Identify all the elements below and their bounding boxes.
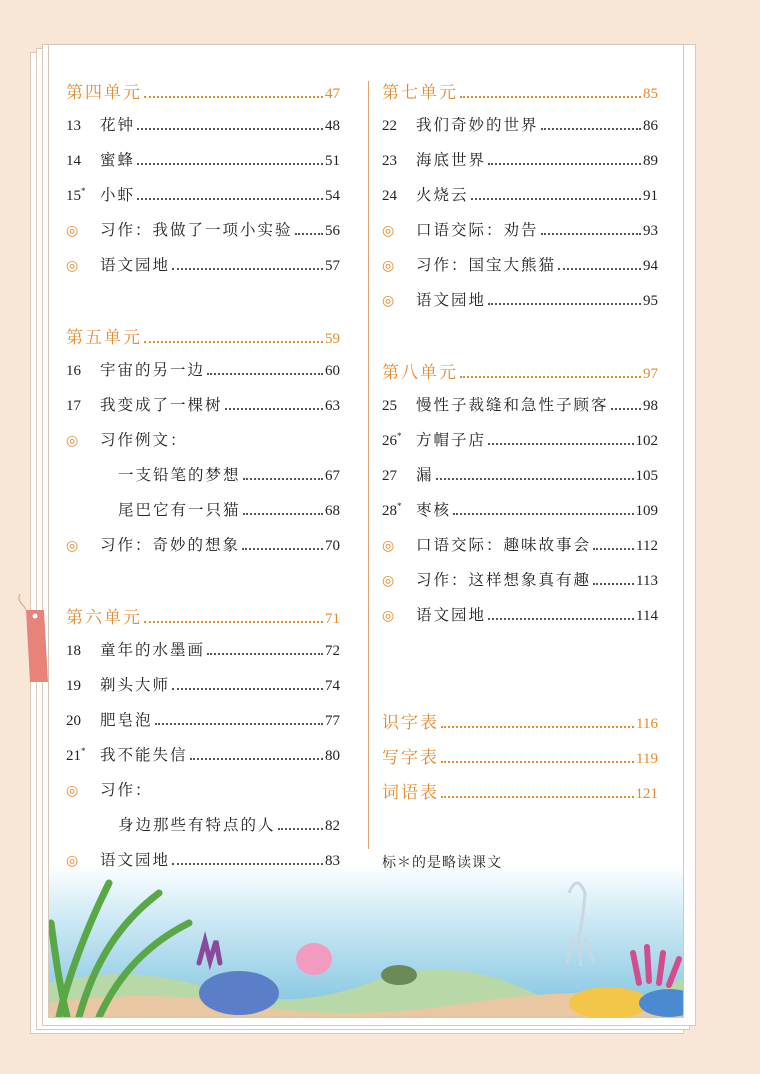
unit-heading[interactable] <box>382 743 658 778</box>
dot-leader <box>441 761 634 763</box>
lesson-number: 16 <box>66 363 81 379</box>
entry-title: 漏 <box>416 466 434 484</box>
page-number: 74 <box>325 678 340 694</box>
entry-title: 方帽子店 <box>416 431 487 449</box>
entry-title: 慢性子裁缝和急性子顾客 <box>416 396 609 414</box>
toc-entry[interactable] <box>382 288 658 323</box>
entry-title: 我不能失信 <box>100 746 188 764</box>
toc-entry[interactable] <box>382 568 658 603</box>
entry-title: 识字表 <box>382 713 439 733</box>
lesson-number: 25 <box>382 398 397 414</box>
dot-leader <box>295 233 323 235</box>
dot-leader <box>242 548 323 550</box>
toc-entry[interactable] <box>382 218 658 253</box>
toc-entry[interactable] <box>66 393 340 428</box>
skim-reading-mark: * <box>397 431 402 441</box>
dot-leader <box>207 373 323 375</box>
dot-leader <box>436 478 634 480</box>
page-number: 116 <box>636 716 658 732</box>
bullet-circle-icon: ◎ <box>382 608 395 624</box>
toc-entry[interactable] <box>382 498 658 533</box>
toc-entry[interactable] <box>66 113 340 148</box>
page-number: 114 <box>636 608 658 624</box>
page-number: 67 <box>325 468 340 484</box>
entry-title: 小虾 <box>100 186 136 204</box>
entry-title: 火烧云 <box>416 186 469 204</box>
dot-leader <box>611 408 641 410</box>
page-number: 105 <box>635 468 658 484</box>
unit-heading[interactable] <box>382 778 658 813</box>
entry-title: 枣核 <box>416 501 452 519</box>
entry-title: 蜜蜂 <box>100 151 136 169</box>
bullet-circle-icon: ◎ <box>382 223 395 239</box>
page-number: 97 <box>643 366 658 382</box>
page-number: 85 <box>643 86 658 102</box>
page-number: 72 <box>325 643 340 659</box>
entry-title: 习作例文： <box>100 431 188 449</box>
dot-leader <box>243 513 323 515</box>
toc-entry[interactable] <box>66 218 340 253</box>
dot-leader <box>460 376 641 378</box>
skim-reading-mark: * <box>397 501 402 511</box>
toc-entry[interactable] <box>382 253 658 288</box>
page-number: 83 <box>325 853 340 869</box>
bullet-circle-icon: ◎ <box>66 783 79 799</box>
entry-title: 肥皂泡 <box>100 711 153 729</box>
page-number: 113 <box>636 573 658 589</box>
entry-title: 口语交际：趣味故事会 <box>416 536 592 554</box>
page-number: 80 <box>325 748 340 764</box>
entry-title: 习作： <box>100 781 153 799</box>
dot-leader <box>172 268 323 270</box>
dot-leader <box>488 303 641 305</box>
toc-entry[interactable] <box>66 253 340 288</box>
column-divider <box>368 81 369 849</box>
skim-reading-mark: * <box>81 186 86 196</box>
page-number: 98 <box>643 398 658 414</box>
dot-leader <box>488 618 634 620</box>
dot-leader <box>558 268 641 270</box>
toc-entry[interactable] <box>66 848 340 883</box>
dot-leader <box>541 233 641 235</box>
dot-leader <box>243 478 323 480</box>
entry-title: 词语表 <box>382 783 439 803</box>
dot-leader <box>137 198 323 200</box>
bullet-circle-icon: ◎ <box>382 573 395 589</box>
toc-entry[interactable] <box>66 778 340 813</box>
bookmark-tag-icon <box>14 594 48 682</box>
toc-entry[interactable] <box>66 183 340 218</box>
unit-heading[interactable] <box>66 603 340 638</box>
dot-leader <box>137 163 323 165</box>
page-number: 112 <box>636 538 658 554</box>
entry-title: 语文园地 <box>416 291 487 309</box>
bullet-circle-icon: ◎ <box>382 293 395 309</box>
page-number: 54 <box>325 188 340 204</box>
toc-entry[interactable] <box>66 358 340 393</box>
toc-entry[interactable] <box>382 533 658 568</box>
page-number: 91 <box>643 188 658 204</box>
page-number: 93 <box>643 223 658 239</box>
page-number: 56 <box>325 223 340 239</box>
lesson-number: 18 <box>66 643 81 659</box>
dot-leader <box>593 583 634 585</box>
skim-reading-mark: * <box>81 746 86 756</box>
entry-title: 花钟 <box>100 116 136 134</box>
page-number: 94 <box>643 258 658 274</box>
lesson-number: 13 <box>66 118 81 134</box>
unit-heading[interactable] <box>382 358 658 393</box>
entry-title: 习作：国宝大熊猫 <box>416 256 557 274</box>
page-number: 89 <box>643 153 658 169</box>
dot-leader <box>144 96 323 98</box>
footnote: 标＊的是略读课文 <box>382 855 502 871</box>
dot-leader <box>488 163 641 165</box>
lesson-number: 23 <box>382 153 397 169</box>
page-number: 86 <box>643 118 658 134</box>
toc-subentry[interactable] <box>66 463 340 498</box>
unit-heading[interactable] <box>382 708 658 743</box>
dot-leader <box>137 128 323 130</box>
section-gap <box>382 673 658 708</box>
section-gap <box>382 323 658 358</box>
dot-leader <box>144 341 323 343</box>
page-number: 48 <box>325 118 340 134</box>
entry-title: 习作：我做了一项小实验 <box>100 221 293 239</box>
section-gap <box>66 288 340 323</box>
section-gap <box>382 638 658 673</box>
dot-leader <box>453 513 633 515</box>
entry-title: 第五单元 <box>66 328 142 348</box>
dot-leader <box>460 96 641 98</box>
entry-title: 语文园地 <box>100 256 171 274</box>
entry-title: 语文园地 <box>416 606 487 624</box>
page-number: 51 <box>325 153 340 169</box>
section-gap <box>66 568 340 603</box>
toc-entry[interactable] <box>66 673 340 708</box>
lesson-number: 20 <box>66 713 81 729</box>
page-number: 121 <box>635 786 658 802</box>
page-number: 47 <box>325 86 340 102</box>
bullet-circle-icon: ◎ <box>66 258 79 274</box>
bullet-circle-icon: ◎ <box>66 538 79 554</box>
page-number: 60 <box>325 363 340 379</box>
toc-entry[interactable] <box>66 428 340 463</box>
entry-title: 第六单元 <box>66 608 142 628</box>
toc-right-column <box>382 78 658 813</box>
entry-title: 写字表 <box>382 748 439 768</box>
entry-title: 宇宙的另一边 <box>100 361 206 379</box>
unit-heading[interactable] <box>66 323 340 358</box>
toc-entry[interactable] <box>66 533 340 568</box>
entry-title: 第八单元 <box>382 363 458 383</box>
bullet-circle-icon: ◎ <box>382 258 395 274</box>
lesson-number: 27 <box>382 468 397 484</box>
page-number: 71 <box>325 611 340 627</box>
bullet-circle-icon: ◎ <box>66 223 79 239</box>
lesson-number: 15* <box>66 186 86 204</box>
page-number: 109 <box>635 503 658 519</box>
dot-leader <box>225 408 323 410</box>
page-number: 82 <box>325 818 340 834</box>
entry-title: 海底世界 <box>416 151 487 169</box>
unit-heading[interactable] <box>382 78 658 113</box>
entry-title: 第四单元 <box>66 83 142 103</box>
lesson-number: 17 <box>66 398 81 414</box>
page-number: 77 <box>325 713 340 729</box>
dot-leader <box>172 688 323 690</box>
entry-title: 我变成了一棵树 <box>100 396 223 414</box>
entry-title: 童年的水墨画 <box>100 641 206 659</box>
bullet-circle-icon: ◎ <box>66 433 79 449</box>
lesson-number: 22 <box>382 118 397 134</box>
lesson-number: 21* <box>66 746 86 764</box>
page-number: 102 <box>635 433 658 449</box>
toc-entry[interactable] <box>382 428 658 463</box>
entry-title: 第七单元 <box>382 83 458 103</box>
lesson-number: 26* <box>382 431 402 449</box>
dot-leader <box>278 828 323 830</box>
dot-leader <box>190 758 323 760</box>
dot-leader <box>441 726 634 728</box>
lesson-number: 14 <box>66 153 81 169</box>
bullet-circle-icon: ◎ <box>66 853 79 869</box>
page-number: 59 <box>325 331 340 347</box>
toc-entry[interactable] <box>382 183 658 218</box>
toc-entry[interactable] <box>66 743 340 778</box>
toc-entry[interactable] <box>382 463 658 498</box>
toc-entry[interactable] <box>66 638 340 673</box>
dot-leader <box>488 443 633 445</box>
dot-leader <box>172 863 323 865</box>
toc-subentry[interactable] <box>66 498 340 533</box>
page-number: 63 <box>325 398 340 414</box>
entry-title: 口语交际：劝告 <box>416 221 539 239</box>
entry-title: 习作：奇妙的想象 <box>100 536 241 554</box>
toc-entry[interactable] <box>66 148 340 183</box>
entry-title: 身边那些有特点的人 <box>118 816 276 834</box>
toc-entry[interactable] <box>382 148 658 183</box>
entry-title: 剃头大师 <box>100 676 171 694</box>
entry-title: 语文园地 <box>100 851 171 869</box>
toc-entry[interactable] <box>66 708 340 743</box>
page-number: 57 <box>325 258 340 274</box>
bullet-circle-icon: ◎ <box>382 538 395 554</box>
dot-leader <box>441 796 634 798</box>
dot-leader <box>207 653 323 655</box>
entry-title: 尾巴它有一只猫 <box>118 501 241 519</box>
page-number: 95 <box>643 293 658 309</box>
toc-entry[interactable] <box>382 603 658 638</box>
page-number: 70 <box>325 538 340 554</box>
lesson-number: 28* <box>382 501 402 519</box>
dot-leader <box>471 198 641 200</box>
toc-entry[interactable] <box>382 393 658 428</box>
entry-title: 一支铅笔的梦想 <box>118 466 241 484</box>
lesson-number: 19 <box>66 678 81 694</box>
dot-leader <box>155 723 323 725</box>
toc-left-column <box>66 78 340 883</box>
page-number: 68 <box>325 503 340 519</box>
page-number: 119 <box>636 751 658 767</box>
entry-title: 我们奇妙的世界 <box>416 116 539 134</box>
undersea-illustration <box>49 863 683 1017</box>
toc-subentry[interactable] <box>66 813 340 848</box>
toc-entry[interactable] <box>382 113 658 148</box>
dot-leader <box>144 621 323 623</box>
dot-leader <box>593 548 634 550</box>
dot-leader <box>541 128 641 130</box>
unit-heading[interactable] <box>66 78 340 113</box>
lesson-number: 24 <box>382 188 397 204</box>
entry-title: 习作：这样想象真有趣 <box>416 571 592 589</box>
